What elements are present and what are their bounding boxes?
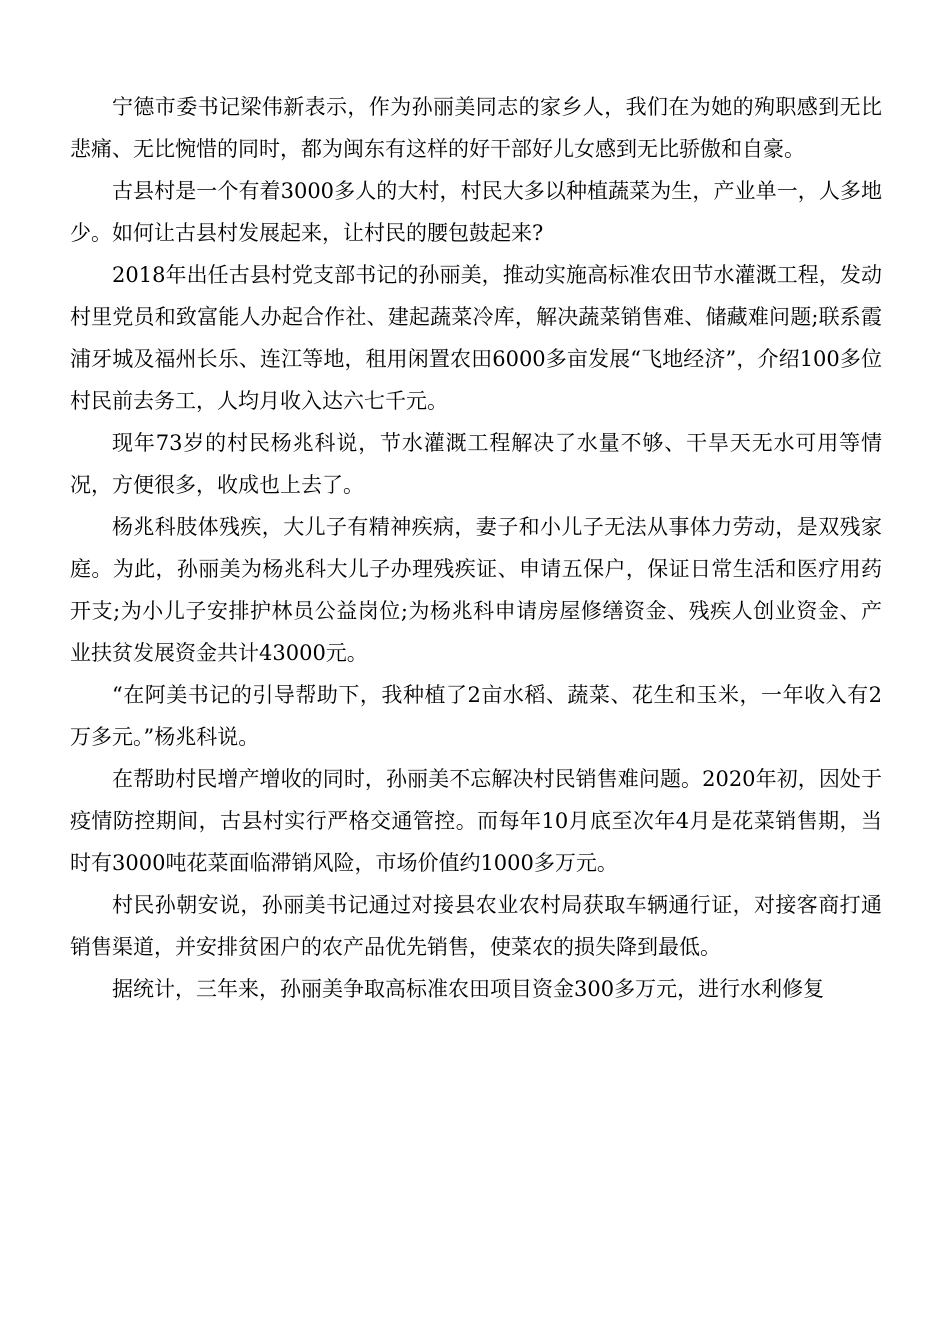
article-body (70, 86, 882, 1010)
paragraph: 在帮助村民增产增收的同时，孙丽美不忘解决村民销售难问题。2020年初，因处于疫情防控期间，古县村实行严格交通管控。而每年10月底至次年4月是花菜销售期，当时有3000吨花菜面临滞销风险，市场价值约1000多万元。 (70, 767, 882, 875)
paragraph: 2018年出任古县村党支部书记的孙丽美，推动实施高标准农田节水灌溉工程，发动村里党员和致富能人办起合作社、建起蔬菜冷库，解决蔬菜销售难、储藏难问题;联系霞浦牙城及福州长乐、连江等地，租用闲置农田6000多亩发展“飞地经济”，介绍100多位村民前去务工，人均月收入达六七千元。 (70, 263, 882, 413)
paragraph: 宁德市委书记梁伟新表示，作为孙丽美同志的家乡人，我们在为她的殉职感到无比悲痛、无比惋惜的同时，都为闽东有这样的好干部好儿女感到无比骄傲和自豪。 (70, 95, 882, 161)
paragraph: 现年73岁的村民杨兆科说，节水灌溉工程解决了水量不够、干旱天无水可用等情况，方便很多，收成也上去了。 (70, 431, 882, 497)
paragraph: 村民孙朝安说，孙丽美书记通过对接县农业农村局获取车辆通行证，对接客商打通销售渠道，并安排贫困户的农产品优先销售，使菜农的损失降到最低。 (70, 893, 882, 959)
paragraph: 杨兆科肢体残疾，大儿子有精神疾病，妻子和小儿子无法从事体力劳动，是双残家庭。为此，孙丽美为杨兆科大儿子办理残疾证、申请五保户，保证日常生活和医疗用药开支;为小儿子安排护林员公益岗位;为杨兆科申请房屋修缮资金、残疾人创业资金、产业扶贫发展资金共计43000元。 (70, 515, 882, 665)
paragraph: “在阿美书记的引导帮助下，我种植了2亩水稻、蔬菜、花生和玉米，一年收入有2万多元。”杨兆科说。 (70, 683, 882, 749)
paragraph: 古县村是一个有着3000多人的大村，村民大多以种植蔬菜为生，产业单一，人多地少。如何让古县村发展起来，让村民的腰包鼓起来? (70, 179, 882, 245)
paragraph: 据统计，三年来，孙丽美争取高标准农田项目资金300多万元，进行水利修复 (112, 977, 825, 1001)
